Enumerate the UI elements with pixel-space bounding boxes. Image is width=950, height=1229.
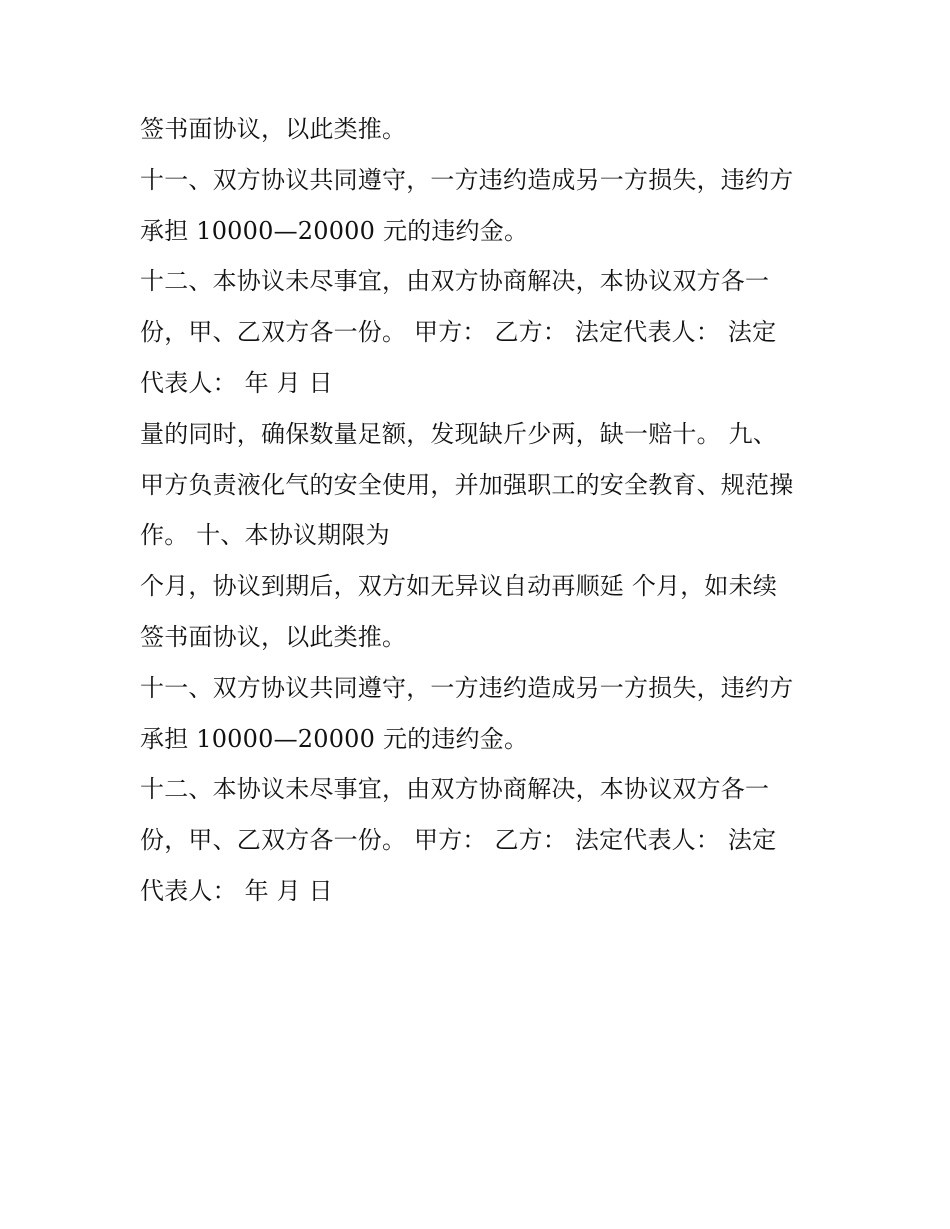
document-line: 个月，协议到期后，双方如无异议自动再顺延 个月，如未续 [140,572,778,601]
document-line: 十一、双方协议共同遵守，一方违约造成另一方损失，违约方 [140,165,794,194]
document-line: 签书面协议，以此类推。 [140,115,407,143]
document-line: 十一、双方协议共同遵守，一方违约造成另一方损失，违约方 [140,673,794,702]
document-body [140,104,830,917]
document-line: 量的同时，确保数量足额，发现缺斤少两，缺一赔十。 九、 [140,419,778,448]
document-line: 份，甲、乙双方各一份。 甲方： 乙方： 法定代表人： 法定 [140,318,777,347]
document-line: 承担 10000—20000 元的违约金。 [140,216,529,245]
document-line: 承担 10000—20000 元的违约金。 [140,724,529,753]
document-line: 作。 十、本协议期限为 [140,521,390,550]
document-line: 甲方负责液化气的安全使用，并加强职工的安全教育、规范操 [140,470,794,499]
document-line: 代表人： 年 月 日 [140,368,333,397]
document-line: 份，甲、乙双方各一份。 甲方： 乙方： 法定代表人： 法定 [140,826,777,855]
document-line: 十二、本协议未尽事宜，由双方协商解决，本协议双方各一 [140,267,770,296]
document-line: 代表人： 年 月 日 [140,876,333,905]
document-line: 签书面协议，以此类推。 [140,622,407,651]
document-line: 十二、本协议未尽事宜，由双方协商解决，本协议双方各一 [140,775,770,804]
